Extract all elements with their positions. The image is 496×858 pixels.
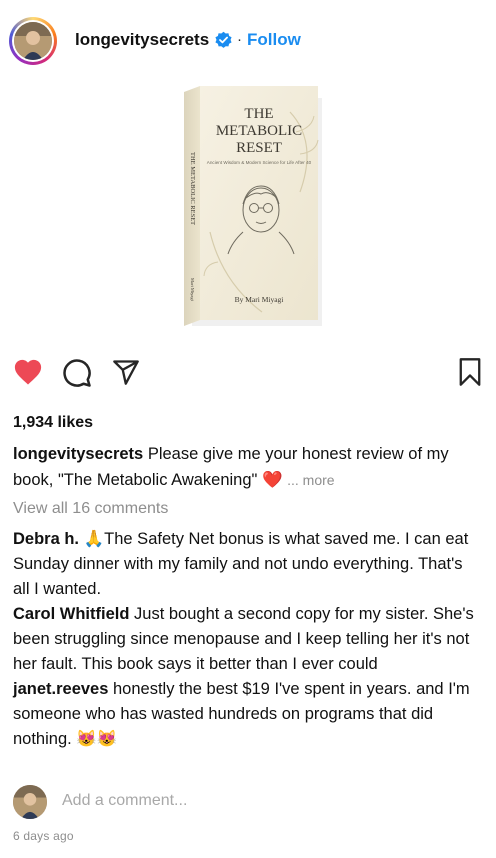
view-all-comments-link[interactable]: View all 16 comments — [13, 500, 169, 517]
comment-item — [13, 677, 483, 752]
comment-username[interactable]: Debra h. — [13, 530, 80, 548]
like-count[interactable]: 1,934 likes — [13, 414, 94, 431]
comment-text: Just bought a second copy for my sister. She's been struggling since menopause and I keep telling her it's not her fault. This book says it better than I ever could — [13, 605, 474, 673]
add-comment-input[interactable] — [60, 791, 444, 811]
follow-button[interactable]: Follow — [247, 30, 301, 49]
bookmark-icon[interactable] — [456, 357, 484, 387]
comment-icon[interactable] — [62, 358, 92, 388]
username-link[interactable]: longevitysecrets — [75, 30, 210, 49]
post-image[interactable] — [0, 82, 496, 344]
add-comment-row — [13, 785, 483, 821]
post-caption — [13, 441, 483, 493]
caption-heart-emoji: ❤️ — [261, 471, 283, 489]
comment-item — [13, 527, 483, 602]
comments-list — [13, 527, 483, 752]
comment-item — [13, 602, 483, 677]
comment-username[interactable]: janet.reeves — [13, 680, 109, 698]
book-title-line1: THE — [244, 106, 274, 122]
book-subtitle: Ancient Wisdom & Modern Science for Life After 40 — [206, 160, 312, 165]
heart-icon[interactable] — [13, 358, 43, 386]
profile-avatar[interactable] — [9, 17, 57, 65]
post-timestamp: 6 days ago — [13, 829, 74, 843]
post-header — [0, 0, 496, 82]
book-spine-title: THE METABOLIC RESET — [189, 152, 196, 226]
book-spine-author: Mari Miyagi — [190, 278, 195, 301]
comment-username[interactable]: Carol Whitfield — [13, 605, 130, 623]
comment-text: 🙏The Safety Net bonus is what saved me. I can eat Sunday dinner with my family and not undo everything. That's all I wanted. — [13, 530, 469, 598]
current-user-avatar — [13, 785, 47, 819]
book-cover-image — [0, 82, 496, 344]
book-title-line3: RESET — [236, 140, 282, 156]
verified-badge-icon — [214, 31, 233, 50]
share-icon[interactable] — [111, 358, 141, 386]
more-link[interactable]: ... more — [287, 472, 335, 488]
header-separator: · — [237, 31, 242, 48]
book-author: By Mari Miyagi — [234, 295, 284, 304]
book-title-line2: METABOLIC — [215, 123, 303, 139]
post-actions — [0, 352, 496, 392]
comment-text: honestly the best $19 I've spent in years. and I'm someone who has wasted hundreds on programs that did nothing. 😻😻 — [13, 680, 470, 748]
caption-text: Please give me your honest review of my book, "The Metabolic Awakening" — [13, 445, 449, 489]
caption-username[interactable]: longevitysecrets — [13, 445, 144, 463]
